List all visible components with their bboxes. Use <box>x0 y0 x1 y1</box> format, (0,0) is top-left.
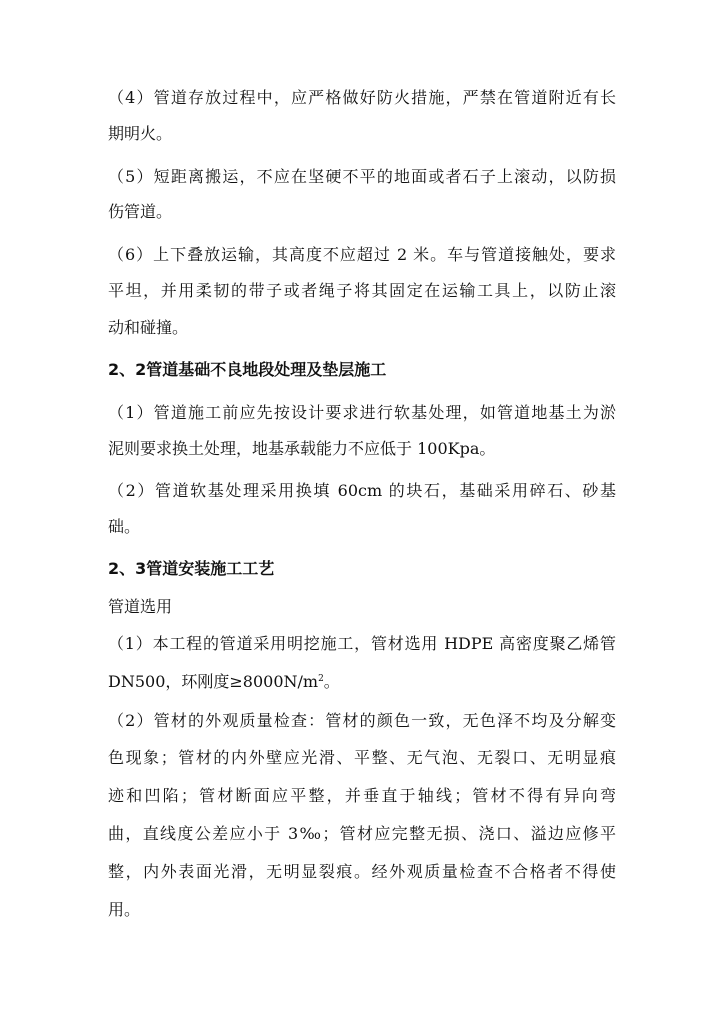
section-2-3-paragraph-2-line-4: 曲，直线度公差应小于 3‰；管材应完整无损、浇口、溢边应修平 <box>108 824 616 843</box>
stiffness-text: DN500，环刚度≥8000N/m <box>108 672 319 691</box>
paragraph-6-line-2: 平坦，并用柔韧的带子或者绳子将其固定在运输工具上，以防止滚 <box>108 281 616 300</box>
paragraph-5-line-1: （5）短距离搬运，不应在坚硬不平的地面或者石子上滚动，以防损 <box>108 167 616 186</box>
section-2-3-paragraph-2-line-5: 整，内外表面光滑，无明显裂痕。经外观质量检查不合格者不得使 <box>108 862 616 881</box>
stiffness-text-end: 。 <box>323 672 340 691</box>
pipe-selection-label: 管道选用 <box>108 597 173 616</box>
section-2-2-paragraph-1-line-2: 泥则要求换土处理，地基承载能力不应低于 100Kpa。 <box>108 439 496 458</box>
section-2-3-paragraph-2-line-1: （2）管材的外观质量检查：管材的颜色一致，无色泽不均及分解变 <box>108 711 616 730</box>
section-2-2-paragraph-2-line-1: （2）管道软基处理采用换填 60cm 的块石，基础采用碎石、砂基 <box>108 481 616 500</box>
paragraph-4-line-1: （4）管道存放过程中，应严格做好防火措施，严禁在管道附近有长 <box>108 88 616 107</box>
section-2-3-paragraph-1-line-1: （1）本工程的管道采用明挖施工，管材选用 HDPE 高密度聚乙烯管 <box>108 634 616 653</box>
paragraph-6-line-1: （6）上下叠放运输，其高度不应超过 2 米。车与管道接触处，要求 <box>108 245 616 264</box>
section-2-3-paragraph-2-line-3: 迹和凹陷；管材断面应平整，并垂直于轴线；管材不得有异向弯 <box>108 786 616 805</box>
section-2-3-paragraph-2-line-2: 色现象；管材的内外壁应光滑、平整、无气泡、无裂口、无明显痕 <box>108 748 616 767</box>
section-heading-2-2: 2、2管道基础不良地段处理及垫层施工 <box>108 360 387 379</box>
section-2-3-paragraph-1-line-2 <box>108 672 340 692</box>
section-heading-2-3: 2、3管道安装施工工艺 <box>108 559 275 578</box>
paragraph-6-line-3: 动和碰撞。 <box>108 318 189 337</box>
paragraph-4-line-2: 期明火。 <box>108 124 173 143</box>
section-2-2-paragraph-1-line-1: （1）管道施工前应先按设计要求进行软基处理，如管道地基土为淤 <box>108 403 616 422</box>
superscript-2: 2 <box>318 674 324 684</box>
paragraph-5-line-2: 伤管道。 <box>108 202 173 221</box>
section-2-3-paragraph-2-line-6: 用。 <box>108 900 141 919</box>
section-2-2-paragraph-2-line-2: 础。 <box>108 517 141 536</box>
